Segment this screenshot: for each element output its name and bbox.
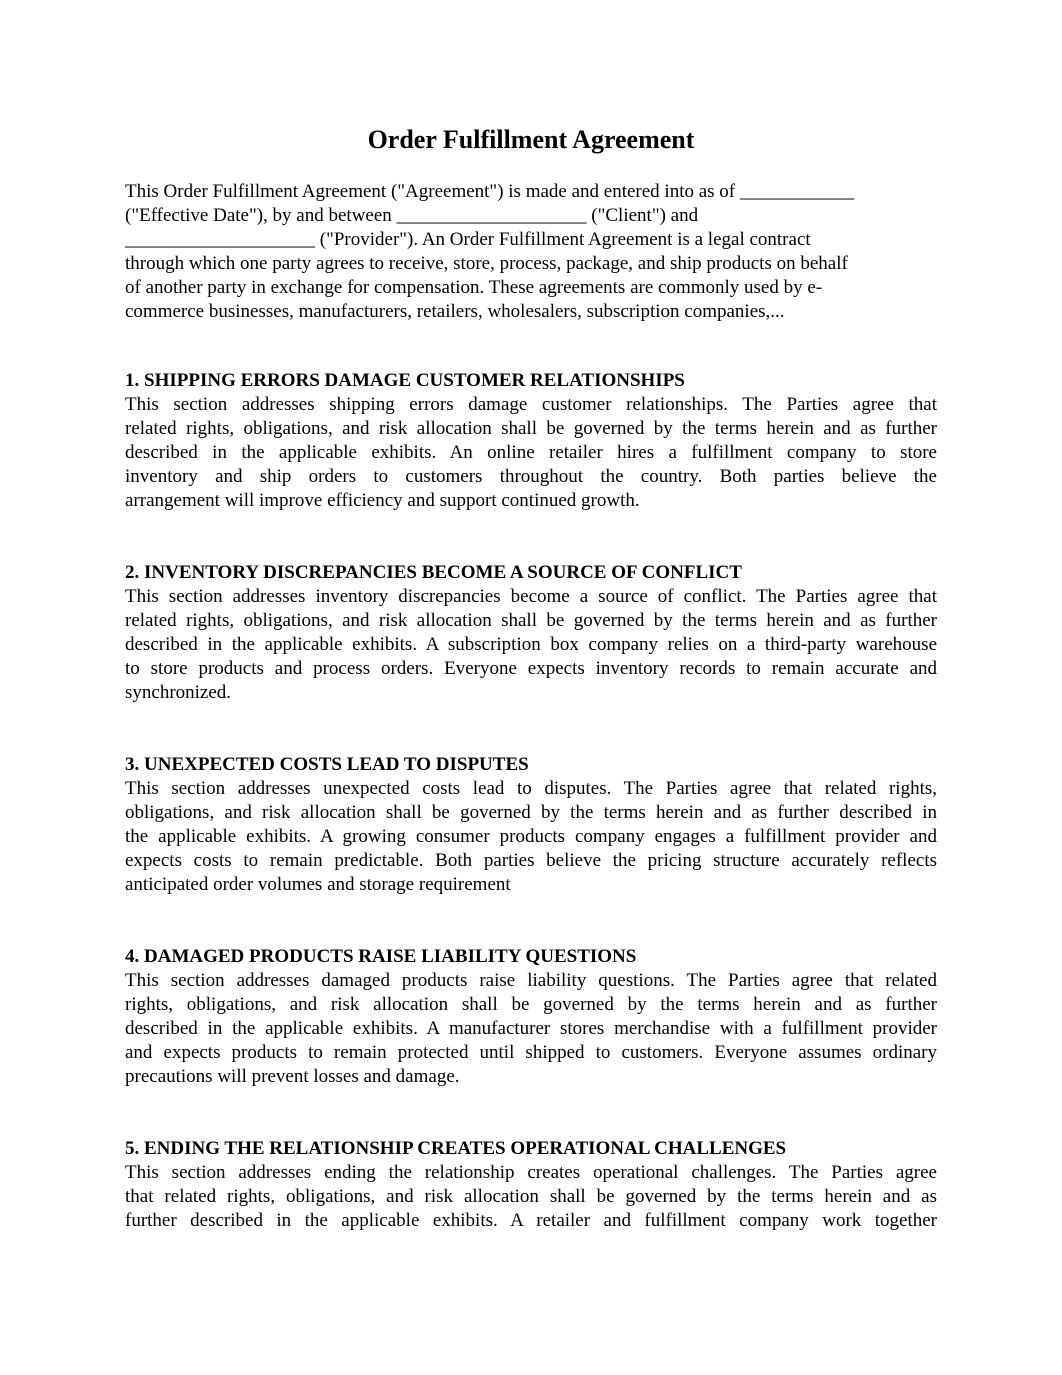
- section-heading: 5. ENDING THE RELATIONSHIP CREATES OPERATIONAL CHALLENGES: [125, 1138, 787, 1159]
- section-heading: 4. DAMAGED PRODUCTS RAISE LIABILITY QUESTIONS: [125, 946, 637, 967]
- body-line: anticipated order volumes and storage requirement: [125, 874, 511, 895]
- section-heading: 1. SHIPPING ERRORS DAMAGE CUSTOMER RELATIONSHIPS: [125, 370, 685, 391]
- body-line: inventory and ship orders to customers throughout the country. Both parties believe the: [125, 466, 937, 487]
- body-line: obligations, and risk allocation shall be governed by the terms herein and as further described in: [125, 802, 937, 823]
- intro-line: ____________________ ("Provider"). An Order Fulfillment Agreement is a legal contract: [125, 229, 811, 250]
- body-line: This section addresses inventory discrepancies become a source of conflict. The Parties agree that: [125, 586, 937, 607]
- body-line: that related rights, obligations, and risk allocation shall be governed by the terms herein and as: [125, 1186, 937, 1207]
- intro-line: through which one party agrees to receive, store, process, package, and ship products on behalf: [125, 253, 848, 274]
- section-4: [125, 945, 937, 1089]
- body-line: arrangement will improve efficiency and support continued growth.: [125, 490, 640, 511]
- body-line: the applicable exhibits. A growing consumer products company engages a fulfillment provider and: [125, 826, 937, 847]
- body-line: related rights, obligations, and risk allocation shall be governed by the terms herein and as further: [125, 418, 937, 439]
- body-line: and expects products to remain protected until shipped to customers. Everyone assumes ordinary: [125, 1042, 937, 1063]
- body-line: described in the applicable exhibits. A manufacturer stores merchandise with a fulfillment provider: [125, 1018, 937, 1039]
- body-line: described in the applicable exhibits. An online retailer hires a fulfillment company to store: [125, 442, 937, 463]
- section-heading: 3. UNEXPECTED COSTS LEAD TO DISPUTES: [125, 754, 529, 775]
- section-3: [125, 753, 937, 897]
- intro-line: of another party in exchange for compensation. These agreements are commonly used by e-: [125, 277, 823, 298]
- body-line: This section addresses shipping errors damage customer relationships. The Parties agree that: [125, 394, 937, 415]
- body-line: rights, obligations, and risk allocation shall be governed by the terms herein and as further: [125, 994, 937, 1015]
- body-line: further described in the applicable exhibits. A retailer and fulfillment company work together: [125, 1210, 937, 1231]
- section-body: [125, 777, 937, 897]
- body-line: synchronized.: [125, 682, 232, 703]
- section-body: [125, 393, 937, 513]
- intro-paragraph: [125, 180, 937, 324]
- intro-line: commerce businesses, manufacturers, retailers, wholesalers, subscription companies,...: [125, 301, 785, 322]
- section-body: [125, 969, 937, 1089]
- section-body: [125, 585, 937, 705]
- section-body: [125, 1161, 937, 1233]
- intro-line: ("Effective Date"), by and between ____________________ ("Client") and: [125, 205, 699, 226]
- section-2: [125, 561, 937, 705]
- body-line: This section addresses ending the relationship creates operational challenges. The Parties agree: [125, 1162, 937, 1183]
- section-1: [125, 369, 937, 513]
- body-line: to store products and process orders. Everyone expects inventory records to remain accurate and: [125, 658, 937, 679]
- intro-line: This Order Fulfillment Agreement ("Agreement") is made and entered into as of ____________: [125, 181, 854, 202]
- body-line: described in the applicable exhibits. A subscription box company relies on a third-party warehouse: [125, 634, 937, 655]
- body-line: related rights, obligations, and risk allocation shall be governed by the terms herein and as further: [125, 610, 937, 631]
- body-line: This section addresses unexpected costs lead to disputes. The Parties agree that related rights,: [125, 778, 937, 799]
- body-line: This section addresses damaged products raise liability questions. The Parties agree that related: [125, 970, 937, 991]
- section-heading: 2. INVENTORY DISCREPANCIES BECOME A SOURCE OF CONFLICT: [125, 562, 742, 583]
- body-line: precautions will prevent losses and damage.: [125, 1066, 460, 1087]
- body-line: expects costs to remain predictable. Both parties believe the pricing structure accurately reflects: [125, 850, 937, 871]
- document-title: Order Fulfillment Agreement: [367, 125, 695, 154]
- section-5: [125, 1137, 937, 1233]
